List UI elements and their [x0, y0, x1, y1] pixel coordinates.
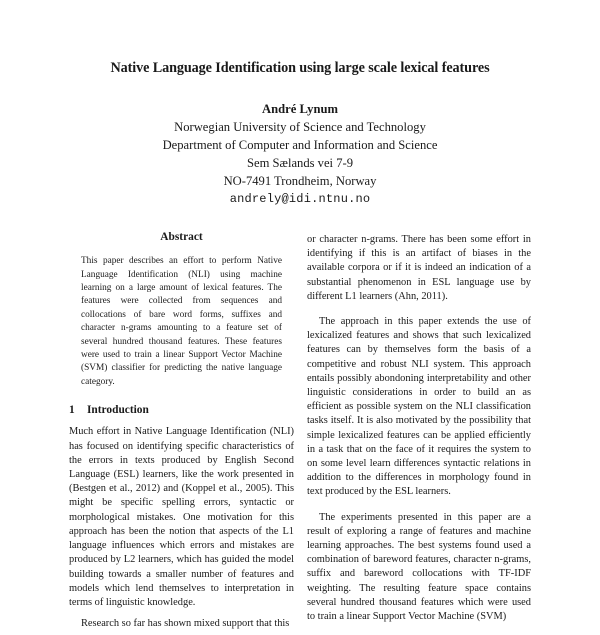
- author-address-street: Sem Sælands vei 7-9: [247, 156, 353, 170]
- right-column: [307, 233, 531, 635]
- intro-paragraph-2: Research so far has shown mixed support that this: [81, 618, 290, 630]
- author-name: André Lynum: [262, 102, 338, 116]
- author-affiliation-department: Department of Computer and Information and Science: [162, 138, 438, 152]
- right-paragraph-1: or character n-grams. There has been some effort in identifying if this is an artifact of biases in the available corpora or if it is indeed an indication of a substantial phenomenon in ESL language use by different L1 learners (Ahn, 2011).: [307, 234, 531, 302]
- author-email: andrely@idi.ntnu.no: [229, 192, 371, 206]
- abstract-heading: Abstract: [160, 231, 203, 243]
- right-paragraph-3: The experiments presented in this paper are a result of exploring a range of features and machine learning approaches. The best systems found used a combination of bareword features, character n-grams, suffix and bareword collocations with TF-IDF weighting. The resulting feature space contains several hundred thousand features which were used to train a linear Support Vector Machine (SVM): [307, 511, 531, 623]
- intro-paragraph-1: Much effort in Native Language Identification (NLI) has focused on identifying specific characteristics of the errors in texts produced by English Second Language (ESL) learners, like the work presented in (Bestgen et al., 2012) and (Koppel et al., 2005). This might be specific spelling errors, syntactic or morphological mistakes. One motivation for this approach has been the notion that aspects of the L1 language influences which errors and mistakes are produced by L2 learners, which has guided the model building towards a smaller number of features and models which lend themselves to interpretation in terms of linguistic knowledge.: [69, 426, 294, 608]
- section-number: 1: [69, 404, 75, 417]
- author-block: [0, 100, 600, 208]
- section-title: Introduction: [87, 404, 149, 417]
- right-paragraph-2: The approach in this paper extends the use of lexicalized features and shows that such lexicalized features can by themselves form the basis of a competitive and robust NLI system. This approach entails possibly abondoning interpretability and other linguistic considerations in order to build an as efficient as possible system on the NLI classification tasks itself. It is also motivated by the possibility that simple lexicalized features can be applied efficiently in a task that on the face of it requires the system to on some level learn differences syntactic relations in addition to the differences in morphology found in text produced by the ESL learners.: [307, 316, 531, 498]
- abstract-text: This paper describes an effort to perform Native Language Identification (NLI) using machine learning on a large amount of lexical features. The features were collected from sequences and collocations of bare word forms, suffixes and character n-grams amounting to a feature set of several hundred thousand features. These features were used to train a linear Support Vector Machine (SVM) classifier for predicting the native language category.: [81, 256, 282, 387]
- section-heading-introduction: [69, 403, 294, 417]
- left-column: [69, 230, 294, 631]
- author-affiliation-university: Norwegian University of Science and Technology: [174, 120, 426, 134]
- paper-title: Native Language Identification using large scale lexical features: [110, 60, 490, 76]
- author-address-city: NO-7491 Trondheim, Norway: [223, 174, 377, 188]
